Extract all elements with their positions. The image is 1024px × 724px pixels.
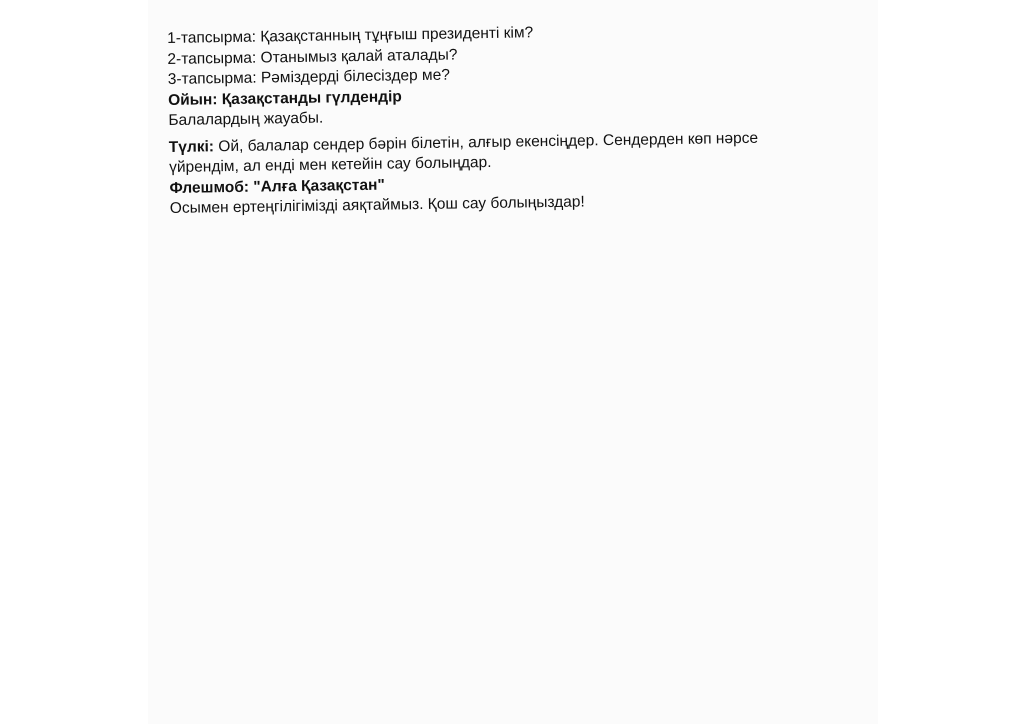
task-1-line: 1-тапсырма: Қазақстанның тұңғыш президенті кім? bbox=[167, 24, 534, 47]
task-2-line: 2-тапсырма: Отанымыз қалай аталады? bbox=[167, 45, 458, 68]
task-3-line: 3-тапсырма: Рәміздерді білесіздер ме? bbox=[167, 66, 451, 88]
flashmob-title-text: Флешмоб: "Алға Қазақстан" bbox=[169, 176, 385, 197]
fox-speech-text-1: Ой, балалар сендер бәрін білетін, алғыр екенсіңдер. Сендерден көп нәрсе bbox=[213, 129, 759, 155]
fox-speech-line-2: үйрендім, ал енді мен кетейін сау болыңдар. bbox=[169, 153, 492, 176]
game-title-text: Ойын: Қазақстанды гүлдендір bbox=[167, 87, 402, 109]
closing-line: Осымен ертеңгілігімізді аяқтаймыз. Қош сау болыңыздар! bbox=[169, 193, 585, 217]
fox-speaker-label: Түлкі: bbox=[168, 137, 215, 156]
document-text bbox=[167, 18, 870, 219]
children-answer-line: Балалардың жауабы. bbox=[168, 109, 324, 129]
